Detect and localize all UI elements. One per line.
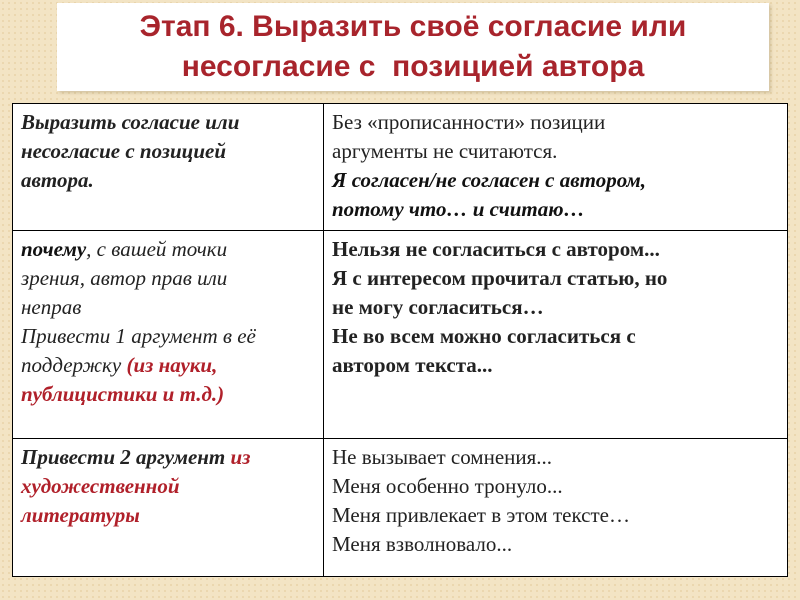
- row1-left-line: несогласие с позицией: [21, 139, 227, 163]
- row3-left-text: Привести 2 аргумент: [21, 445, 231, 469]
- row2-right-line: Нельзя не согласиться с автором...: [332, 237, 660, 261]
- row1-left-line: автора.: [21, 168, 94, 192]
- row2-left-text: , с вашей точки: [86, 237, 228, 261]
- row1-left-line: Выразить согласие или: [21, 110, 240, 134]
- table-row-1: [13, 104, 788, 231]
- row2-left-text: поддержку: [21, 353, 127, 377]
- row2-right-line: Я с интересом прочитал статью, но: [332, 266, 668, 290]
- table-row-2: [13, 231, 788, 439]
- row3-right-line: Не вызывает сомнения...: [332, 445, 553, 469]
- row1-right-emph-line: Я согласен/не согласен с автором,: [332, 168, 647, 192]
- slide-title-line-2: несогласие с позицией автора: [181, 50, 645, 83]
- row3-left-red-text: из: [230, 445, 251, 469]
- row1-right-line: аргументы не считаются.: [332, 139, 558, 163]
- row3-right-line: Меня особенно тронуло...: [332, 474, 563, 498]
- row2-right-line: Не во всем можно согласиться с: [332, 324, 636, 348]
- row1-right-cell: [324, 104, 788, 231]
- row2-left-line: Привести 1 аргумент в её: [21, 324, 256, 348]
- row1-right-emph-line: потому что… и считаю…: [332, 197, 585, 221]
- row2-left-line: неправ: [21, 295, 82, 319]
- slide-title-line-1: Этап 6. Выразить своё согласие или: [139, 10, 687, 43]
- row2-right-line: не могу согласиться…: [332, 295, 544, 319]
- row2-right-cell: [324, 231, 788, 439]
- row3-right-cell: [324, 439, 788, 577]
- row2-left-line: зрения, автор прав или: [21, 266, 228, 290]
- row2-left-red-line: публицистики и т.д.): [21, 382, 225, 406]
- row3-left-cell: [13, 439, 324, 577]
- why-keyword: почему: [21, 237, 87, 261]
- row2-left-red-text: (из науки,: [126, 353, 218, 377]
- row1-left-cell: [13, 104, 324, 231]
- row3-right-line: Меня привлекает в этом тексте…: [332, 503, 630, 527]
- row3-left-red-line: литературы: [21, 503, 140, 527]
- row3-right-line: Меня взволновало...: [332, 532, 513, 556]
- slide-title-box: [57, 3, 769, 91]
- row1-right-line: Без «прописанности» позиции: [332, 110, 606, 134]
- row2-right-line: автором текста...: [332, 353, 493, 377]
- row3-left-red-line: художественной: [21, 474, 180, 498]
- row2-left-cell: [13, 231, 324, 439]
- table-row-3: [13, 439, 788, 577]
- stage-table: [12, 103, 788, 577]
